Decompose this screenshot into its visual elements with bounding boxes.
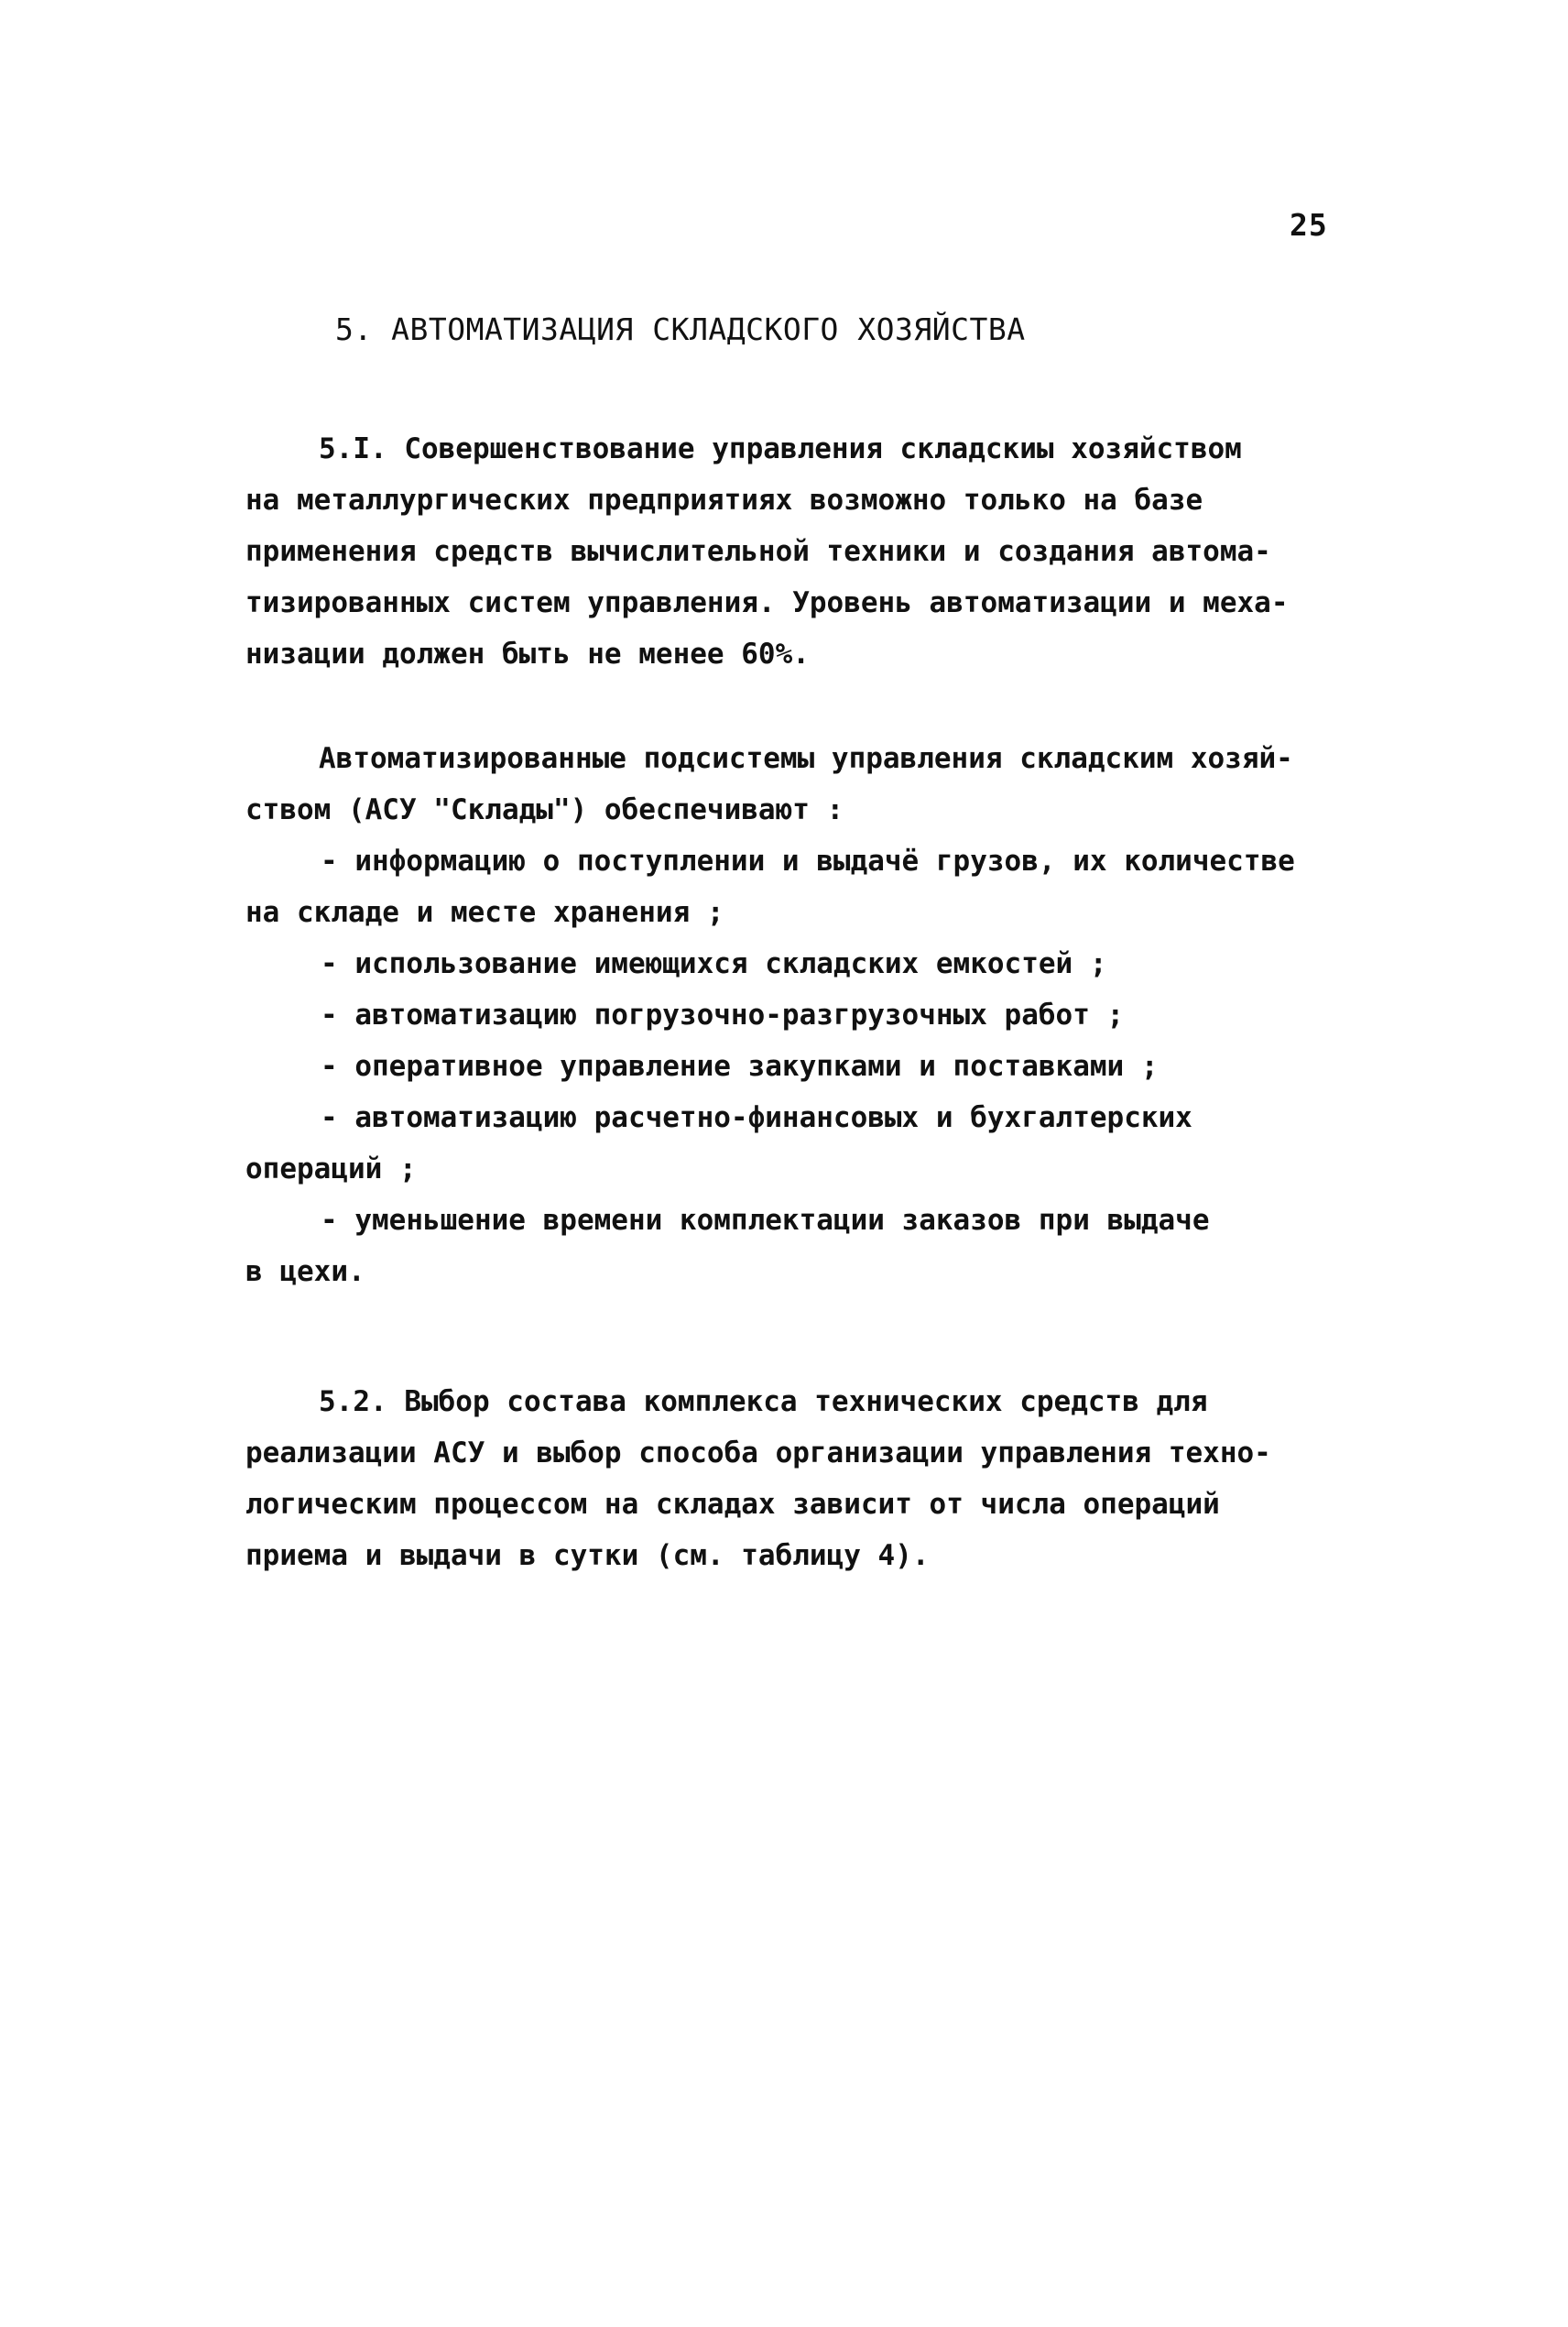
- bullet-list: [245, 836, 1372, 1297]
- bullet-line: - использование имеющихся складских емкостей ;: [321, 947, 1107, 980]
- bullet-item: [245, 836, 1372, 938]
- page-number: 25: [1290, 207, 1328, 243]
- bullet-line: - автоматизацию погрузочно-разгрузочных работ ;: [321, 999, 1125, 1032]
- paragraph-5-2: [245, 1376, 1372, 1581]
- paragraph-line: применения средств вычислительной техники и создания автома-: [245, 535, 1271, 568]
- paragraph-line: приема и выдачи в сутки (см. таблицу 4).: [245, 1539, 930, 1572]
- bullet-line: - оперативное управление закупками и поставками ;: [321, 1050, 1159, 1083]
- bullet-line: - информацию о поступлении и выдачё грузов, их количестве: [321, 845, 1295, 878]
- paragraph-line: реализации АСУ и выбор способа организации управления техно-: [245, 1437, 1271, 1469]
- bullet-item: [245, 989, 1372, 1041]
- paragraph-line: тизированных систем управления. Уровень автоматизации и меха-: [245, 586, 1289, 619]
- paragraph-line: низации должен быть не менее 60%.: [245, 638, 810, 671]
- paragraph-line: 5.2. Выбор состава комплекса технических средств для: [319, 1385, 1208, 1418]
- bullet-line: - автоматизацию расчетно-финансовых и бухгалтерских: [321, 1101, 1192, 1134]
- section-title: 5. АВТОМАТИЗАЦИЯ СКЛАДСКОГО ХОЗЯЙСТВА: [335, 311, 1026, 347]
- paragraph-line: логическим процессом на складах зависит от числа операций: [245, 1488, 1220, 1521]
- bullet-line: в цехи.: [245, 1255, 365, 1288]
- bullet-line: на складе и месте хранения ;: [245, 896, 724, 929]
- paragraph-line: ством (АСУ "Склады") обеспечивают :: [245, 793, 844, 826]
- paragraph-5-1: [245, 423, 1372, 680]
- bullet-line: операций ;: [245, 1153, 417, 1185]
- bullet-item: [245, 1195, 1372, 1297]
- bullet-line: - уменьшение времени комплектации заказов при выдаче: [321, 1204, 1210, 1237]
- paragraph-line: Автоматизированные подсистемы управления складским хозяй-: [319, 742, 1293, 775]
- bullet-item: [245, 1041, 1372, 1092]
- bullet-item: [245, 1092, 1372, 1195]
- paragraph-asu: [245, 733, 1372, 1297]
- paragraph-line: 5.I. Совершенствование управления складскиы хозяйством: [319, 432, 1242, 465]
- paragraph-line: на металлургических предприятиях возможно только на базе: [245, 484, 1203, 517]
- bullet-item: [245, 938, 1372, 989]
